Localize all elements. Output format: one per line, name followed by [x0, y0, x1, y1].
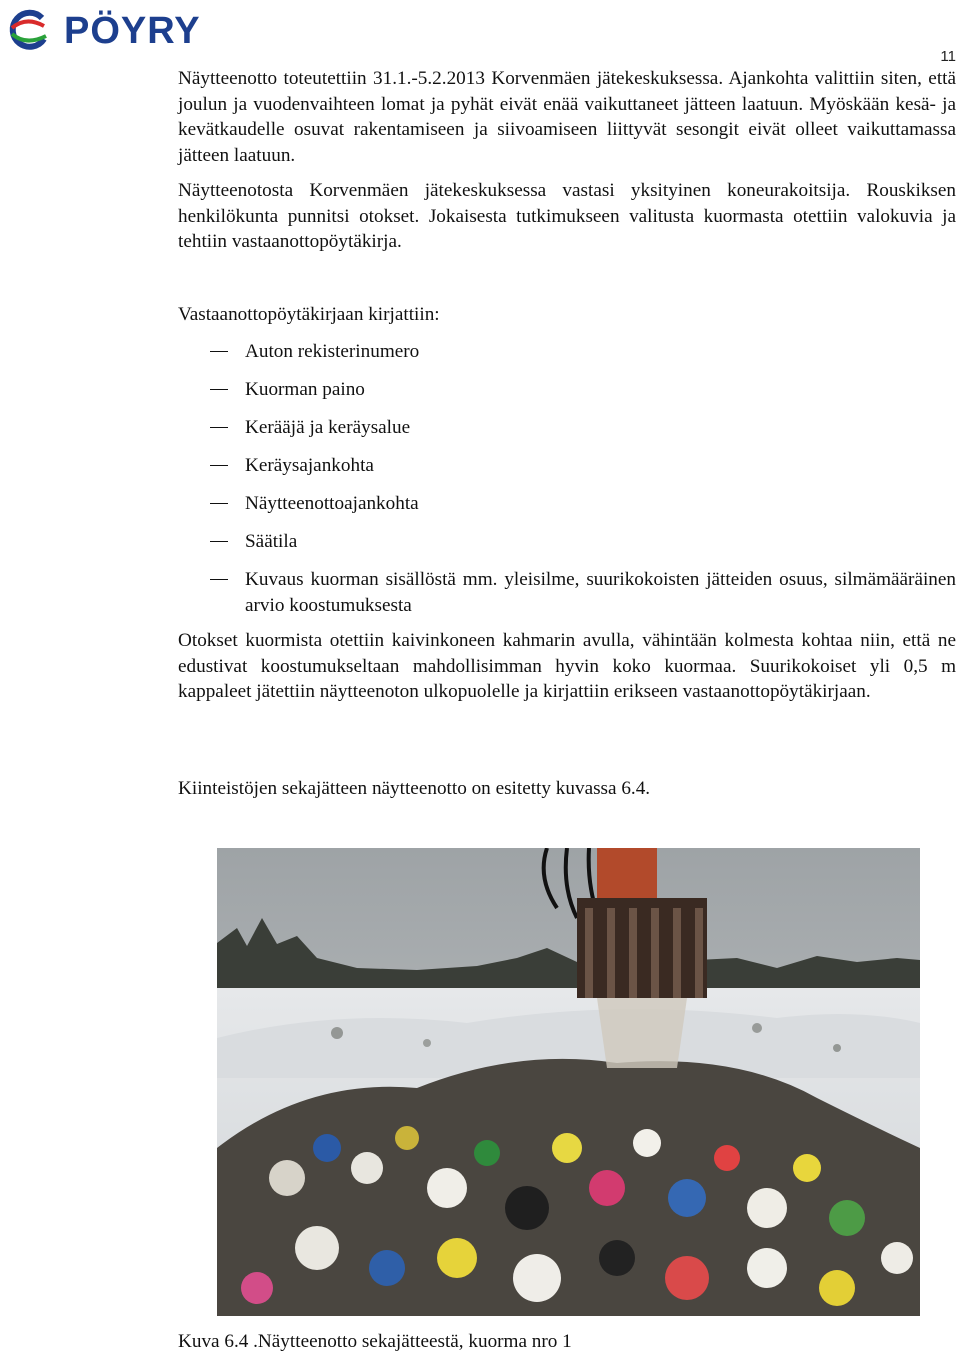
paragraph-responsibility: Näytteenotosta Korvenmäen jätekeskuksessa vastasi yksityinen koneurakoitsija. Rouskiksen henkilökunta punnitsi otokset. Jokaisesta tutkimukseen valitusta kuormasta otettiin valokuvia ja tehtiin vastaanottopöytäkirja.	[178, 180, 956, 252]
list-item	[178, 453, 956, 479]
page-number: 11	[940, 48, 956, 65]
figure-caption: Kuva 6.4 .Näytteenotto sekajätteestä, kuorma nro 1	[178, 1331, 572, 1352]
poyry-logo	[4, 6, 244, 52]
dash-bullet	[210, 427, 228, 428]
dash-bullet	[210, 503, 228, 504]
paragraph-figure-reference: Kiinteistöjen sekajätteen näytteenotto on esitetty kuvassa 6.4.	[178, 778, 651, 799]
list-item-text: Säätila	[245, 531, 298, 552]
list-item-text: Kerääjä ja keräysalue	[245, 417, 411, 438]
list-item	[178, 339, 956, 365]
dash-bullet	[210, 465, 228, 466]
list-intro: Vastaanottopöytäkirjaan kirjattiin:	[178, 304, 440, 325]
logo-wordmark: PÖYRY	[64, 10, 201, 52]
paragraph-sampling-period: Näytteenotto toteutettiin 31.1.-5.2.2013 Korvenmäen jätekeskuksessa. Ajankohta valittiin siten, että joulun ja vuodenvaihteen lomat ja pyhät eivät enää vaikuttaneet jätteen laatuun. Myöskään kesä- ja kevätkaudelle osuvat rakentamiseen ja siivoamiseen liittyvät sesongit eivät olleet vaikuttamassa jätteen laatuun.	[178, 68, 956, 166]
dash-bullet	[210, 541, 228, 542]
recorded-items-list	[178, 339, 956, 631]
list-item-text: Auton rekisterinumero	[245, 341, 420, 362]
list-item-text: Keräysajankohta	[245, 455, 374, 476]
waste-sampling-photo	[217, 848, 920, 1316]
dash-bullet	[210, 579, 228, 580]
list-item-text: Kuorman paino	[245, 379, 365, 400]
list-item-text: Kuvaus kuorman sisällöstä mm. yleisilme, suurikokoisten jätteiden osuus, silmämääräinen arvio koostumuksesta	[245, 569, 956, 616]
list-item-text: Näytteenottoajankohta	[245, 493, 419, 514]
paragraph-sampling-method: Otokset kuormista otettiin kaivinkoneen kahmarin avulla, vähintään kolmesta kohtaa niin, että ne edustivat koostumukseltaan mahdollisimman hyvin koko kuormaa. Suurikokoiset yli 0,5 m kappaleet jätettiin näytteenoton ulkopuolelle ja kirjattiin erikseen vastaanottopöytäkirjaan.	[178, 630, 956, 702]
dash-bullet	[210, 351, 228, 352]
list-item	[178, 491, 956, 517]
list-item	[178, 415, 956, 441]
list-item	[178, 377, 956, 403]
list-item	[178, 529, 956, 555]
dash-bullet	[210, 389, 228, 390]
list-item	[178, 567, 956, 618]
